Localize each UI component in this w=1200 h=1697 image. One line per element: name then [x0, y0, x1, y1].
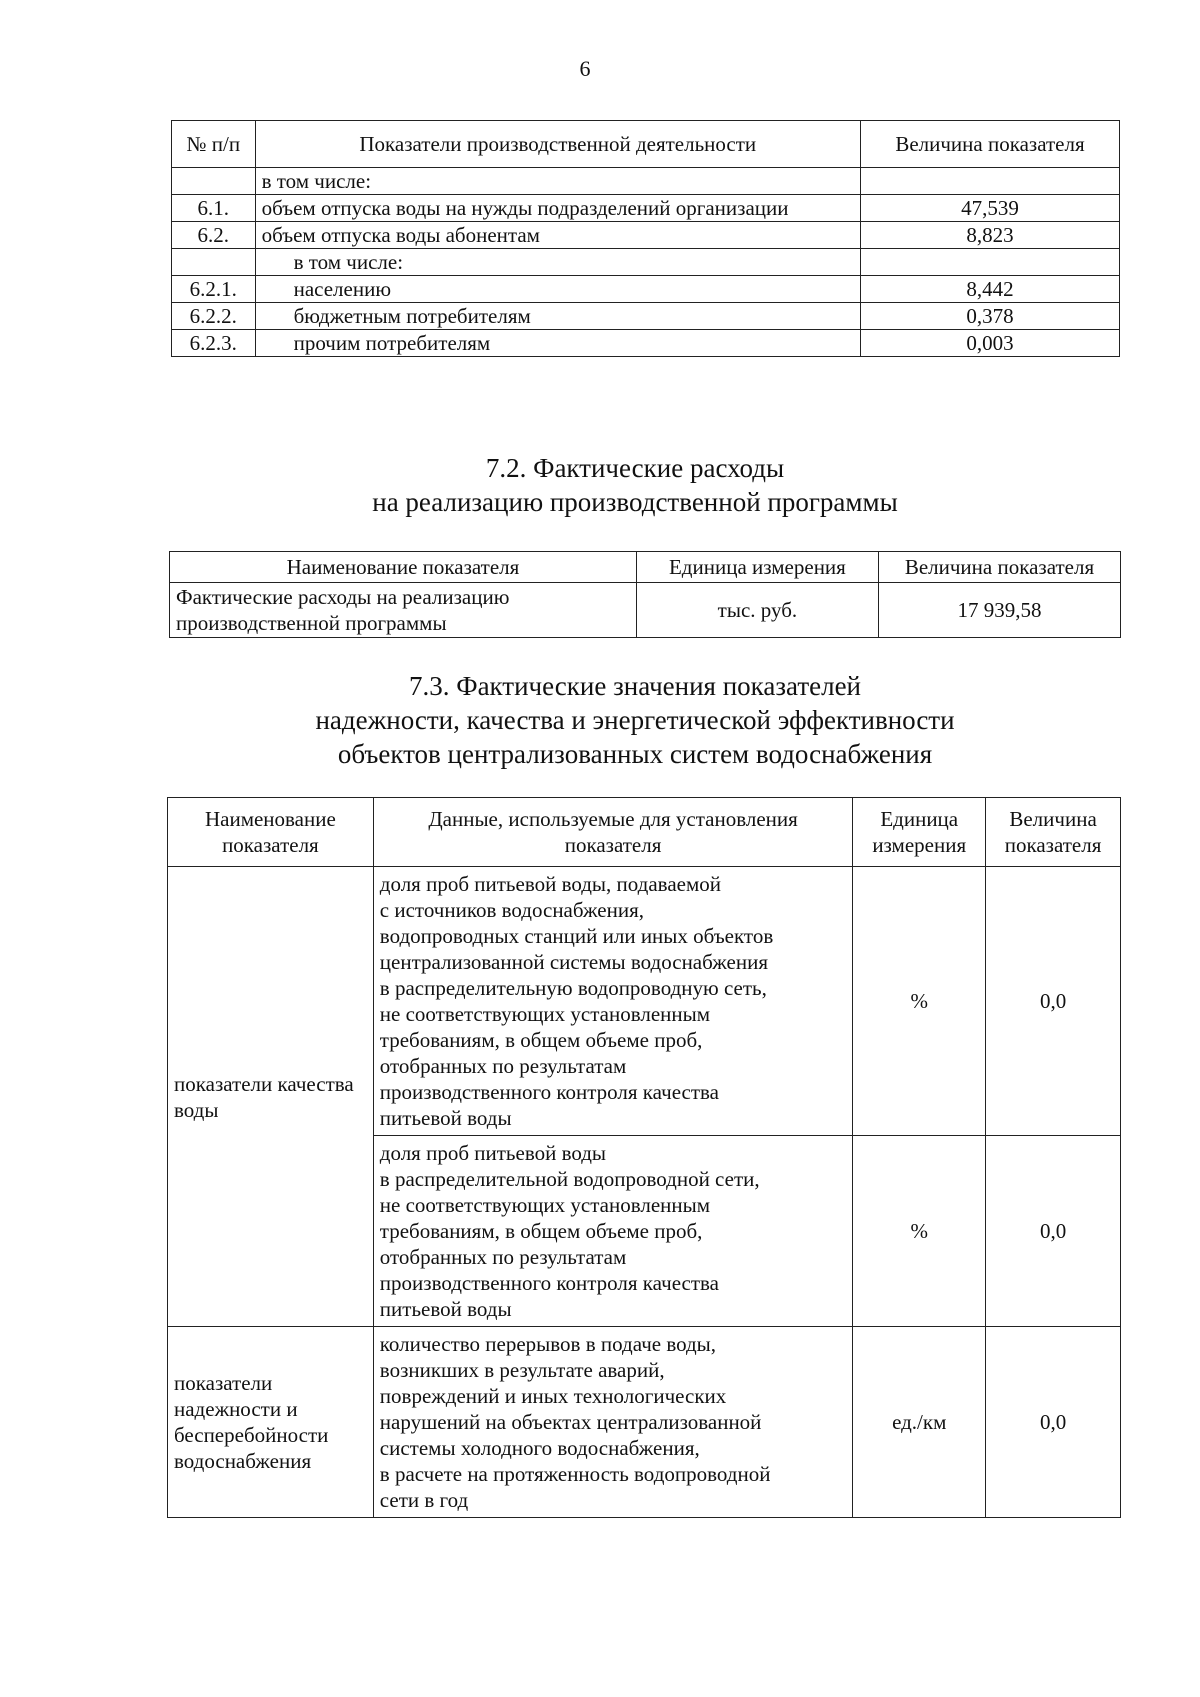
- table-header-row: [168, 798, 1121, 867]
- column-header-name: Наименование показателя: [168, 798, 374, 867]
- indicator-value-cell: 47,539: [860, 195, 1119, 222]
- table-header-row: [172, 121, 1120, 168]
- column-header-value: Величина показателя: [986, 798, 1121, 867]
- indicator-label-cell: в том числе:: [255, 168, 860, 195]
- indicator-value-cell: 8,823: [860, 222, 1119, 249]
- indicator-value-cell: 0,378: [860, 303, 1119, 330]
- indicator-label-cell: в том числе:: [255, 249, 860, 276]
- actual-expenses-table: [169, 551, 1121, 638]
- indicator-value-cell: 8,442: [860, 276, 1119, 303]
- table-row: [172, 168, 1120, 195]
- column-header-unit: Единица измерения: [636, 552, 878, 583]
- production-indicators-table: [171, 120, 1120, 357]
- indicator-unit-cell: %: [853, 1136, 986, 1327]
- indicator-data-cell: доля проб питьевой воды, подаваемой с источников водоснабжения, водопроводных станций или иных объектов централизованной системы водоснабжения в распределительную водопроводную сеть, не соответствующих установленным требованиям, в общем объеме проб, отобранных по результатам производственного контроля качества питьевой воды: [373, 867, 853, 1136]
- indicator-unit-cell: %: [853, 867, 986, 1136]
- indicator-group-name-cell: показатели качества воды: [168, 867, 374, 1327]
- expense-value-cell: 17 939,58: [878, 583, 1120, 638]
- table-row: [172, 195, 1120, 222]
- section-title-line: 7.3. Фактические значения показателей: [408, 671, 862, 701]
- table-row: [170, 583, 1121, 638]
- indicator-data-cell: доля проб питьевой воды в распределительной водопроводной сети, не соответствующих установленным требованиям, в общем объеме проб, отобранных по результатам производственного контроля качества питьевой воды: [373, 1136, 853, 1327]
- indicator-group-name-cell: показатели надежности и бесперебойности водоснабжения: [168, 1327, 374, 1518]
- section-7-2-title: [0, 451, 1200, 519]
- section-title-line: надежности, качества и энергетической эффективности: [315, 705, 955, 735]
- column-header-name: Наименование показателя: [170, 552, 637, 583]
- expense-name-cell: Фактические расходы на реализацию производственной программы: [170, 583, 637, 638]
- expense-unit-cell: тыс. руб.: [636, 583, 878, 638]
- row-number-cell: 6.2.: [172, 222, 256, 249]
- indicator-label-cell: объем отпуска воды абонентам: [255, 222, 860, 249]
- column-header-data: Данные, используемые для установления показателя: [373, 798, 853, 867]
- indicator-value-cell: 0,0: [986, 1327, 1121, 1518]
- reliability-quality-table: [167, 797, 1121, 1518]
- section-title-line: объектов централизованных систем водоснабжения: [337, 739, 933, 769]
- indicator-value-cell: 0,003: [860, 330, 1119, 357]
- table-row: [172, 330, 1120, 357]
- indicator-label-cell: бюджетным потребителям: [255, 303, 860, 330]
- indicator-value-cell: 0,0: [986, 867, 1121, 1136]
- section-title-line: 7.2. Фактические расходы: [485, 453, 785, 483]
- table-row: [168, 1327, 1121, 1518]
- indicator-label-cell: объем отпуска воды на нужды подразделений организации: [255, 195, 860, 222]
- indicator-unit-cell: ед./км: [853, 1327, 986, 1518]
- table-row: [168, 867, 1121, 1136]
- indicator-value-cell: [860, 168, 1119, 195]
- table-row: [172, 303, 1120, 330]
- row-number-cell: [172, 168, 256, 195]
- column-header-value: Величина показателя: [878, 552, 1120, 583]
- row-number-cell: 6.2.2.: [172, 303, 256, 330]
- page-number: 6: [579, 56, 591, 81]
- column-header-unit: Единица измерения: [853, 798, 986, 867]
- row-number-cell: 6.1.: [172, 195, 256, 222]
- column-header-indicator: Показатели производственной деятельности: [255, 121, 860, 168]
- row-number-cell: 6.2.1.: [172, 276, 256, 303]
- column-header-number: № п/п: [172, 121, 256, 168]
- indicator-label-cell: населению: [255, 276, 860, 303]
- row-number-cell: 6.2.3.: [172, 330, 256, 357]
- table-row: [172, 249, 1120, 276]
- table-row: [172, 222, 1120, 249]
- row-number-cell: [172, 249, 256, 276]
- table-row: [172, 276, 1120, 303]
- indicator-value-cell: 0,0: [986, 1136, 1121, 1327]
- section-title-line: на реализацию производственной программы: [372, 487, 898, 517]
- table-header-row: [170, 552, 1121, 583]
- section-7-3-title: [0, 669, 1200, 771]
- column-header-value: Величина показателя: [860, 121, 1119, 168]
- indicator-data-cell: количество перерывов в подаче воды, возникших в результате аварий, повреждений и иных технологических нарушений на объектах централизованной системы холодного водоснабжения, в расчете на протяженность водопроводной сети в год: [373, 1327, 853, 1518]
- indicator-value-cell: [860, 249, 1119, 276]
- indicator-label-cell: прочим потребителям: [255, 330, 860, 357]
